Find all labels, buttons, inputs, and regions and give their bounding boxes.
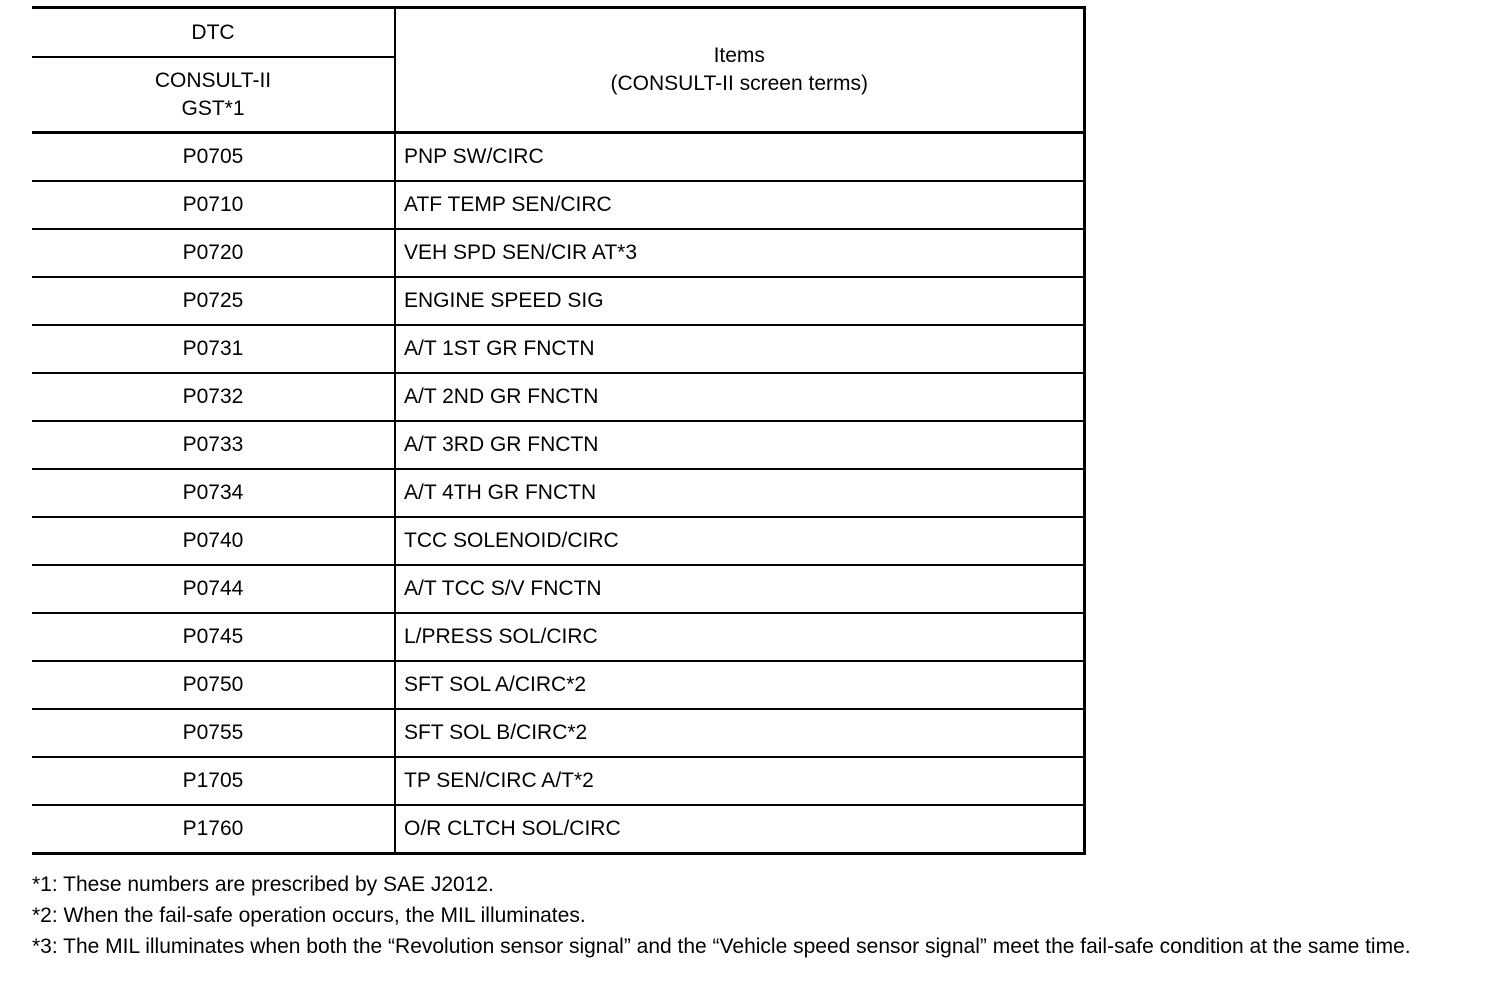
item-cell: TCC SOLENOID/CIRC [395,517,1084,565]
table-row [32,277,1084,325]
dtc-code-cell: P0745 [32,613,395,661]
items-header-subtitle: (CONSULT-II screen terms) [610,72,868,95]
table-row [32,757,1084,805]
item-cell: A/T 1ST GR FNCTN [395,325,1084,373]
footnote-1: *1: These numbers are prescribed by SAE J2012. [32,873,494,896]
table-row [32,805,1084,854]
table-row [32,613,1084,661]
dtc-code-cell: P0734 [32,469,395,517]
dtc-code-cell: P0720 [32,229,395,277]
dtc-code-cell: P0731 [32,325,395,373]
item-cell: VEH SPD SEN/CIR AT*3 [395,229,1084,277]
item-cell: TP SEN/CIRC A/T*2 [395,757,1084,805]
dtc-code-cell: P0725 [32,277,395,325]
table-row [32,229,1084,277]
table-row [32,517,1084,565]
table-body [32,133,1084,854]
dtc-header: DTC [32,8,395,58]
dtc-code-cell: P0750 [32,661,395,709]
consult-header-label: CONSULT-II [154,68,272,92]
dtc-code-cell: P0705 [32,133,395,182]
item-cell: SFT SOL B/CIRC*2 [395,709,1084,757]
footnotes [32,872,1472,959]
dtc-code-cell: P1760 [32,805,395,854]
dtc-code-cell: P0744 [32,565,395,613]
dtc-code-cell: P0710 [32,181,395,229]
item-cell: A/T 4TH GR FNCTN [395,469,1084,517]
table-row [32,565,1084,613]
consult-gst-header [32,57,395,133]
item-cell: A/T 3RD GR FNCTN [395,421,1084,469]
gst-header-label: GST*1 [181,96,245,120]
table-row [32,325,1084,373]
dtc-code-cell: P1705 [32,757,395,805]
footnote-2: *2: When the fail-safe operation occurs, the MIL illuminates. [32,904,586,927]
table-row [32,133,1084,182]
dtc-table [32,6,1086,855]
table-header [32,8,1084,133]
item-cell: O/R CLTCH SOL/CIRC [395,805,1084,854]
item-cell: A/T 2ND GR FNCTN [395,373,1084,421]
table-row [32,469,1084,517]
item-cell: ENGINE SPEED SIG [395,277,1084,325]
item-cell: A/T TCC S/V FNCTN [395,565,1084,613]
items-header-title: Items [713,44,765,67]
items-header [395,8,1084,133]
item-cell: ATF TEMP SEN/CIRC [395,181,1084,229]
dtc-code-cell: P0733 [32,421,395,469]
table-row [32,181,1084,229]
item-cell: PNP SW/CIRC [395,133,1084,182]
item-cell: SFT SOL A/CIRC*2 [395,661,1084,709]
table-row [32,709,1084,757]
table-row [32,661,1084,709]
dtc-code-cell: P0755 [32,709,395,757]
dtc-code-cell: P0740 [32,517,395,565]
item-cell: L/PRESS SOL/CIRC [395,613,1084,661]
table-row [32,421,1084,469]
footnote-3: *3: The MIL illuminates when both the “Revolution sensor signal” and the “Vehicle speed sensor signal” meet the fail-safe condition at the same time. [32,935,1411,958]
table-row [32,373,1084,421]
dtc-code-cell: P0732 [32,373,395,421]
